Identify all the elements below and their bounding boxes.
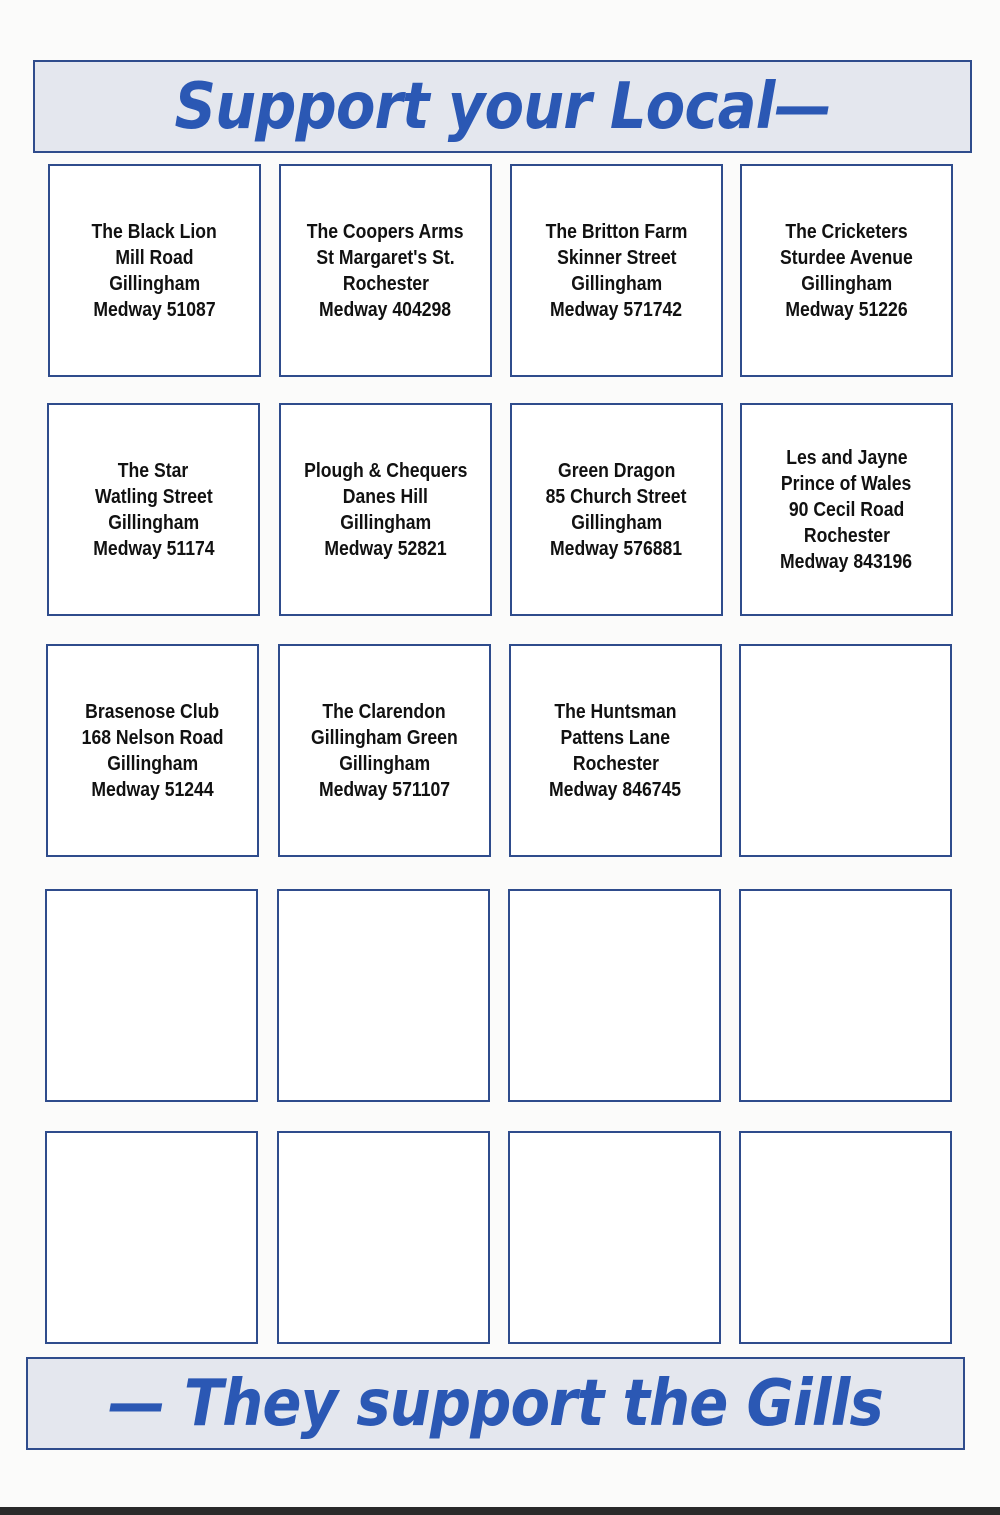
pub-venue: Prince of Wales xyxy=(781,472,912,495)
pub-phone: Medway 576881 xyxy=(550,537,683,560)
pub-street: Sturdee Avenue xyxy=(780,246,913,269)
pub-phone: Medway 843196 xyxy=(780,550,913,573)
pub-phone: Medway 571742 xyxy=(550,298,683,321)
pub-town: Gillingham xyxy=(571,272,662,295)
empty-card xyxy=(277,889,490,1102)
empty-card xyxy=(739,889,952,1102)
page-edge xyxy=(0,1507,1000,1515)
pub-name: The Cricketers xyxy=(785,220,908,243)
pub-card-prince-of-wales xyxy=(740,403,953,616)
pub-town: Gillingham xyxy=(340,511,431,534)
pub-street: 168 Nelson Road xyxy=(81,726,224,749)
pub-card-cricketers xyxy=(740,164,953,377)
header-banner xyxy=(33,60,972,153)
pub-phone: Medway 51226 xyxy=(785,298,908,321)
pub-street: St Margaret's St. xyxy=(316,246,455,269)
pub-name: The Black Lion xyxy=(91,220,218,243)
pub-phone: Medway 51244 xyxy=(91,778,214,801)
pub-phone: Medway 51174 xyxy=(92,537,215,560)
pub-name: The Coopers Arms xyxy=(307,220,464,243)
footer-title: — They support the Gills xyxy=(108,1366,883,1441)
pub-name: Brasenose Club xyxy=(85,700,220,723)
pub-street: Danes Hill xyxy=(342,485,429,508)
pub-name: The Huntsman xyxy=(554,700,677,723)
empty-card xyxy=(508,889,721,1102)
pub-card-brasenose-club xyxy=(46,644,259,857)
pub-town: Gillingham xyxy=(107,752,198,775)
footer-banner xyxy=(26,1357,965,1450)
empty-card xyxy=(508,1131,721,1344)
pub-name: Green Dragon xyxy=(557,459,676,482)
pub-town: Gillingham xyxy=(801,272,892,295)
pub-name: The Clarendon xyxy=(322,700,447,723)
pub-street: Gillingham Green xyxy=(311,726,458,749)
pub-town: Rochester xyxy=(803,524,890,547)
pub-street: 90 Cecil Road xyxy=(788,498,905,521)
pub-name: The Britton Farm xyxy=(545,220,688,243)
pub-card-green-dragon xyxy=(510,403,723,616)
pub-name: Plough & Chequers xyxy=(303,459,468,482)
empty-card xyxy=(45,1131,258,1344)
empty-card xyxy=(739,644,952,857)
pub-phone: Medway 52821 xyxy=(324,537,447,560)
empty-card xyxy=(739,1131,952,1344)
pub-street: Mill Road xyxy=(115,246,194,269)
pub-phone: Medway 404298 xyxy=(319,298,452,321)
pub-street: 85 Church Street xyxy=(546,485,687,508)
pub-card-clarendon xyxy=(278,644,491,857)
pub-town: Gillingham xyxy=(339,752,430,775)
pub-name: Les and Jayne xyxy=(785,446,908,469)
pub-card-plough-chequers xyxy=(279,403,492,616)
pub-town: Gillingham xyxy=(109,272,200,295)
empty-card xyxy=(45,889,258,1102)
empty-card xyxy=(277,1131,490,1344)
header-title: Support your Local— xyxy=(174,69,831,144)
pub-phone: Medway 846745 xyxy=(549,778,682,801)
pub-card-star xyxy=(47,403,260,616)
pub-card-huntsman xyxy=(509,644,722,857)
pub-name: The Star xyxy=(118,459,189,482)
pub-card-britton-farm xyxy=(510,164,723,377)
pub-card-black-lion xyxy=(48,164,261,377)
pub-phone: Medway 571107 xyxy=(318,778,451,801)
pub-phone: Medway 51087 xyxy=(93,298,216,321)
pub-town: Gillingham xyxy=(571,511,662,534)
pub-town: Rochester xyxy=(342,272,429,295)
pub-street: Pattens Lane xyxy=(560,726,671,749)
pub-card-coopers-arms xyxy=(279,164,492,377)
pub-town: Rochester xyxy=(572,752,659,775)
pub-street: Watling Street xyxy=(94,485,213,508)
pub-street: Skinner Street xyxy=(556,246,677,269)
pub-town: Gillingham xyxy=(108,511,199,534)
